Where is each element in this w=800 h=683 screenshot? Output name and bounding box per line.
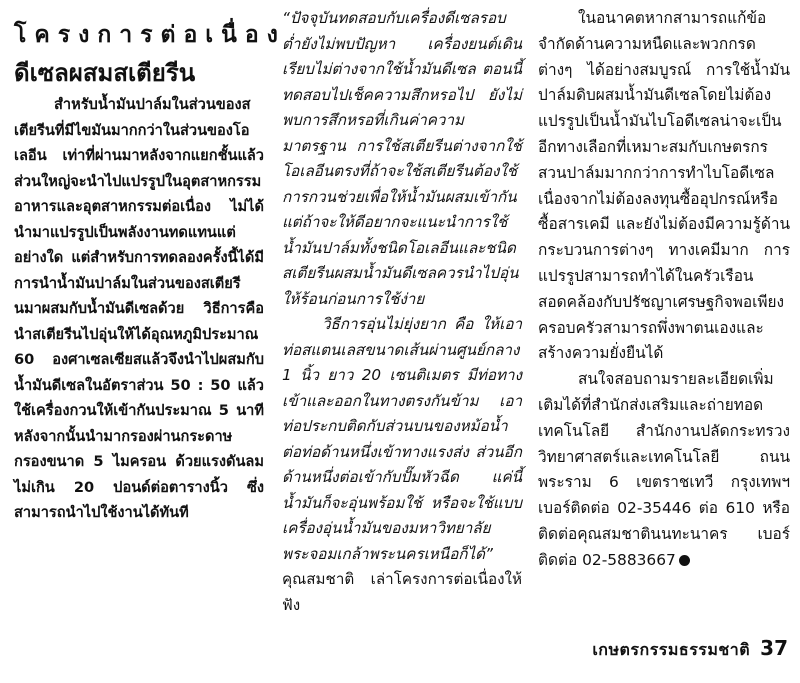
column-1 bbox=[14, 20, 286, 526]
column-2 bbox=[282, 6, 522, 618]
series-title: โครงการต่อเนื่อง bbox=[14, 22, 286, 48]
quote-heating-method: วิธีการอุ่นไม่ยุ่งยาก คือ ให้เอาท่อสแตนเลสขนาดเส้นผ่านศูนย์กลาง 1 นิ้ว ยาว 20 เซนติเมตร มีท่อทางเข้าและออกในทางตรงกันข้าม เอาท่อประกบติดกับส่วนบนของหม้อน้ำ ต่อท่อด้านหนึ่งเข้าทางแรงส่ง ส่วนอีกด้านหนึ่งต่อเข้ากับปั๊มหัวฉีด แค่นี้น้ำมันก็จะอุ่นพร้อมใช้ หรือจะใช้แบบเครื่องอุ่นน้ำมันของมหาวิทยาลัยพระจอมเกล้าพระนครเหนือก็ได้” bbox=[282, 315, 522, 563]
page-footer bbox=[592, 636, 788, 663]
article-title: ดีเซลผสมสเตียรีน bbox=[14, 59, 196, 87]
quote-attribution: คุณสมชาติ เล่าโครงการต่อเนื่องให้ฟัง bbox=[282, 570, 522, 614]
paragraph-contact-info bbox=[538, 367, 790, 573]
magazine-name: เกษตรกรรมธรรมชาติ bbox=[592, 640, 751, 659]
paragraph-future-outlook: ในอนาคตหากสามารถแก้ข้อจำกัดด้านความหนืดและพวกกรดต่างๆ ได้อย่างสมบูรณ์ การใช้น้ำมันปาล์มดิบผสมน้ำมันดีเซลโดยไม่ต้องแปรรูปเป็นน้ำมันไบโอดีเซลน่าจะเป็นอีกทางเลือกที่เหมาะสมกับเกษตรกรสวนปาล์มมากกว่าการทำไบโอดีเซล เนื่องจากไม่ต้องลงทุนซื้ออุปกรณ์หรือซื้อสารเคมี และยังไม่ต้องมีความรู้ด้านกระบวนการต่างๆ ทางเคมีมาก การแปรรูปสามารถทำได้ในครัวเรือนสอดคล้องกับปรัชญาเศรษฐกิจพอเพียง ครอบครัวสามารถพึ่งพาตนเองและสร้างความยั่งยืนได้ bbox=[538, 9, 790, 363]
page-number: 37 bbox=[760, 636, 788, 660]
end-mark-bullet bbox=[679, 555, 690, 566]
contact-text: สนใจสอบถามรายละเอียดเพิ่มเติมได้ที่สำนักส่งเสริมและถ่ายทอดเทคโนโลยี สำนักงานปลัดกระทรวงวิทยาศาสตร์และเทคโนโลยี ถนนพระราม 6 เขตราชเทวี กรุงเทพฯ เบอร์ติดต่อ 02-35446 ต่อ 610 หรือติดต่อคุณสมชาตินนทะนาคร เบอร์ติดต่อ 02-5883667 bbox=[538, 370, 790, 569]
column-3 bbox=[538, 6, 790, 574]
quote-testing-results: “ปัจจุบันทดสอบกับเครื่องดีเซลรอบต่ำยังไม่พบปัญหา เครื่องยนต์เดินเรียบไม่ต่างจากใช้น้ำมันดีเซล ตอนนี้ทดสอบไปเช็คความสึกหรอไป ยังไม่พบการสึกหรอที่เกินค่าความมาตรฐาน การใช้สเตียรีนต่างจากใช้โอเลอีนตรงที่ถ้าจะใช้สเตียรีนต้องใช้การกวนช่วยเพื่อให้น้ำมันผสมเข้ากัน แต่ถ้าจะให้ดีอยากจะแนะนำการใช้น้ำมันปาล์มทั้งชนิดโอเลอีนและชนิดสเตียรีนผสมน้ำมันดีเซลควรนำไปอุ่นให้ร้อนก่อนการใช้ง่าย bbox=[282, 9, 522, 308]
paragraph-stearin-process: สำหรับน้ำมันปาล์มในส่วนของสเตียรีนที่มีไขมันมากกว่าในส่วนของโอเลอีน เท่าที่ผ่านมาหลังจากแยกชั้นแล้วส่วนใหญ่จะนำไปแปรรูปในอุตสาหกรรมอาหารและอุตสาหกรรมต่อเนื่อง ไม่ได้นำมาแปรรูปเป็นพลังงานทดแทนแต่อย่างใด แต่สำหรับการทดลองครั้งนี้ได้มีการนำน้ำมันปาล์มในส่วนของสเตียรีนมาผสมกับน้ำมันดีเซลด้วย วิธีการคือนำสเตียรีนไปอุ่นให้ได้อุณหภูมิประมาณ 60 องศาเซลเซียสแล้วจึงนำไปผสมกับน้ำมันดีเซลในอัตราส่วน 50 : 50 แล้วใช้เครื่องกวนให้เข้ากันประมาณ 5 นาที หลังจากนั้นนำมากรองผ่านกระดาษกรองขนาด 5 ไมครอน ด้วยแรงดันลมไม่เกิน 20 ปอนด์ต่อตารางนิ้ว ซึ่งสามารถนำไปใช้งานได้ทันที bbox=[14, 96, 264, 521]
